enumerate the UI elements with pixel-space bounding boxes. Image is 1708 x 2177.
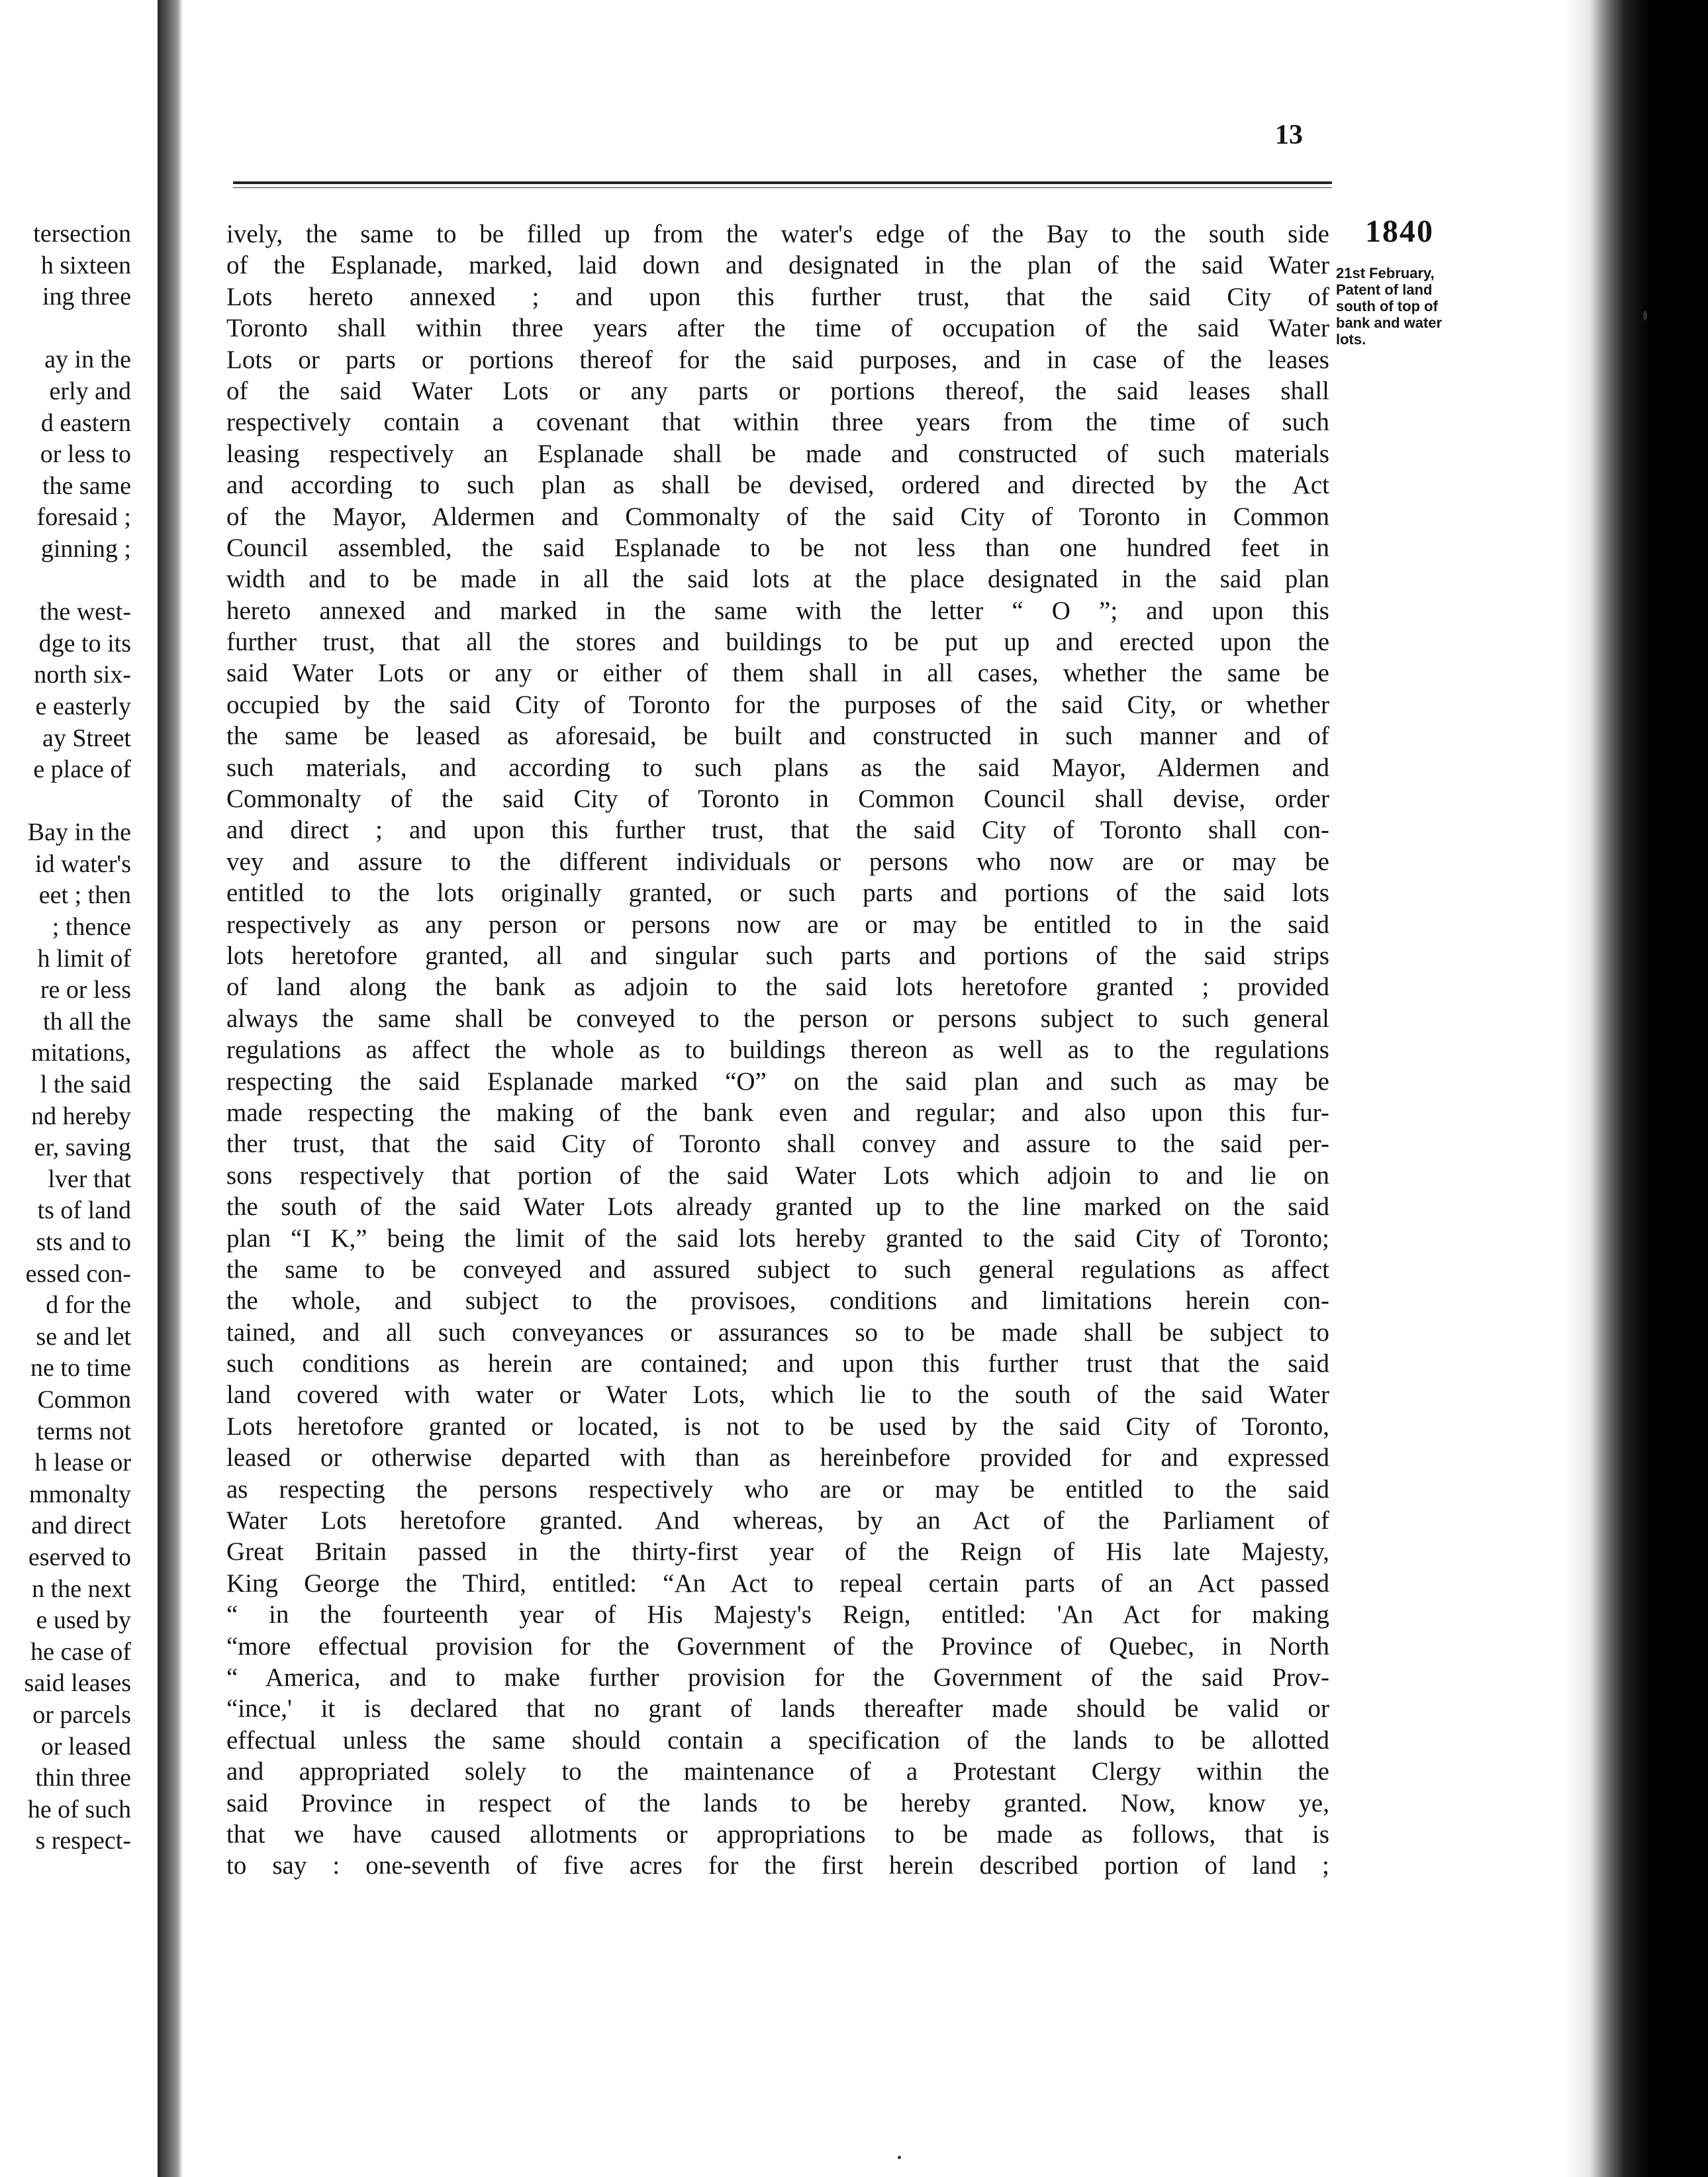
facing-page-line: terms not bbox=[36, 1417, 131, 1445]
scan-speck bbox=[1643, 311, 1647, 320]
text-line: leased or otherwise departed with than as hereinbefore provided for and expressed bbox=[226, 1443, 1329, 1473]
facing-page-line: ay Street bbox=[42, 724, 131, 752]
text-line: width and to be made in all the said lots at the place designated in the said plan bbox=[226, 565, 1329, 594]
facing-page-line: eet ; then bbox=[38, 881, 131, 910]
text-line: “ince,' it is declared that no grant of lands thereafter made should be valid or bbox=[226, 1694, 1329, 1723]
text-line: such conditions as herein are contained; and upon this further trust that the said bbox=[226, 1349, 1329, 1379]
facing-page-line: th all the bbox=[43, 1007, 131, 1036]
text-line: said Province in respect of the lands to be hereby granted. Now, know ye, bbox=[226, 1788, 1329, 1817]
text-line: land covered with water or Water Lots, which lie to the south of the said Water bbox=[226, 1380, 1329, 1410]
facing-page-line: nd hereby bbox=[31, 1102, 131, 1130]
facing-page-line: or leased bbox=[40, 1732, 131, 1761]
text-line: respecting the said Esplanade marked “O” on the said plan and such as may be bbox=[226, 1067, 1329, 1096]
text-line: of land along the bank as adjoin to the said lots heretofore granted ; provided bbox=[226, 973, 1329, 1002]
margin-note-line: bank and water bbox=[1336, 314, 1443, 331]
facing-page-line: he of such bbox=[27, 1795, 131, 1823]
text-line: the same to be conveyed and assured subject to such general regulations as affect bbox=[226, 1255, 1329, 1284]
scan-speck bbox=[898, 2156, 901, 2159]
text-line: Great Britain passed in the thirty-first year of the Reign of His late Majesty, bbox=[226, 1537, 1329, 1567]
facing-page-line bbox=[0, 313, 131, 345]
text-line: and according to such plan as shall be devised, ordered and directed by the Act bbox=[226, 471, 1329, 500]
text-line: vey and assure to the different individuals or persons who now are or may be bbox=[226, 847, 1329, 876]
facing-page-line: essed con- bbox=[25, 1259, 131, 1288]
header-rule bbox=[233, 181, 1332, 188]
facing-page-line: mitations, bbox=[31, 1039, 131, 1067]
facing-page-line: foresaid ; bbox=[36, 503, 131, 532]
text-line: Toronto shall within three years after the time of occupation of the said Water bbox=[226, 314, 1329, 343]
facing-page-line: s respect- bbox=[35, 1827, 131, 1855]
facing-page-line: re or less bbox=[40, 976, 131, 1004]
text-line: of the Esplanade, marked, laid down and designated in the plan of the said Water bbox=[226, 251, 1329, 280]
margin-note-line: lots. bbox=[1336, 331, 1366, 348]
text-line: and appropriated solely to the maintenance of a Protestant Clergy within the bbox=[226, 1757, 1329, 1786]
facing-page-line: north six- bbox=[34, 661, 131, 689]
facing-page-line: id water's bbox=[34, 849, 131, 878]
text-line: plan “I K,” being the limit of the said lots hereby granted to the said City of Toronto; bbox=[226, 1224, 1329, 1253]
facing-page-line: h lease or bbox=[34, 1449, 131, 1477]
text-line: made respecting the making of the bank even and regular; and also upon this fur- bbox=[226, 1098, 1329, 1127]
facing-page-line: the west- bbox=[39, 598, 131, 626]
text-line: leasing respectively an Esplanade shall be made and constructed of such materials bbox=[226, 439, 1329, 468]
facing-page-line: ts of land bbox=[37, 1196, 131, 1225]
facing-page-line: ay in the bbox=[44, 346, 131, 374]
facing-page-line: se and let bbox=[36, 1322, 131, 1351]
text-line: “ America, and to make further provision for the Government of the said Prov- bbox=[226, 1663, 1329, 1692]
text-line: Lots or parts or portions thereof for the said purposes, and in case of the leases bbox=[226, 345, 1329, 374]
page-number: 13 bbox=[1275, 120, 1303, 150]
text-line: of the Mayor, Aldermen and Commonalty of the said City of Toronto in Common bbox=[226, 502, 1329, 531]
text-line: Water Lots heretofore granted. And whereas, by an Act of the Parliament of bbox=[226, 1506, 1329, 1535]
text-line: the same be leased as aforesaid, be built and constructed in such manner and of bbox=[226, 722, 1329, 751]
facing-page-line: ing three bbox=[42, 283, 131, 311]
facing-page-line: thin three bbox=[35, 1764, 131, 1792]
facing-page-line: d for the bbox=[46, 1291, 131, 1320]
text-line: Commonalty of the said City of Toronto in Common Council shall devise, order bbox=[226, 785, 1329, 814]
facing-page-text bbox=[0, 218, 131, 1857]
facing-page-line: Common bbox=[37, 1385, 131, 1414]
margin-note bbox=[1336, 265, 1508, 348]
facing-page-line: h limit of bbox=[37, 944, 131, 973]
text-line: that we have caused allotments or appropriations to be made as follows, that is bbox=[226, 1819, 1329, 1849]
facing-page-line: erly and bbox=[49, 377, 131, 405]
facing-page-line: sts and to bbox=[36, 1228, 131, 1256]
text-line: Lots hereto annexed ; and upon this further trust, that the said City of bbox=[226, 282, 1329, 311]
facing-page-line: er, saving bbox=[34, 1134, 131, 1162]
facing-page-line: l the said bbox=[40, 1071, 131, 1099]
facing-page-line: mmonalty bbox=[28, 1480, 131, 1508]
text-line: tained, and all such conveyances or assurances so to be made shall be subject to bbox=[226, 1318, 1329, 1347]
facing-page-line: e place of bbox=[33, 755, 131, 784]
facing-page-line: or less to bbox=[40, 440, 131, 469]
text-line: to say : one-seventh of five acres for the first herein described portion of land ; bbox=[226, 1851, 1329, 1880]
text-line: the south of the said Water Lots already granted up to the line marked on the said bbox=[226, 1192, 1329, 1222]
facing-page-line: dge to its bbox=[38, 629, 131, 657]
text-line: hereto annexed and marked in the same with the letter “ O ”; and upon this bbox=[226, 596, 1329, 625]
text-line: the whole, and subject to the provisoes, conditions and limitations herein con- bbox=[226, 1286, 1329, 1316]
text-line: King George the Third, entitled: “An Act to repeal certain parts of an Act passed bbox=[226, 1569, 1329, 1598]
text-line: regulations as affect the whole as to buildings thereon as well as to the regulations bbox=[226, 1036, 1329, 1065]
text-line: Lots heretofore granted or located, is not to be used by the said City of Toronto, bbox=[226, 1412, 1329, 1441]
facing-page-line: said leases bbox=[24, 1669, 131, 1698]
text-line: entitled to the lots originally granted, or such parts and portions of the said lots bbox=[226, 879, 1329, 908]
facing-page-line: e easterly bbox=[35, 692, 131, 720]
facing-page-line: d eastern bbox=[40, 409, 131, 437]
facing-page-line bbox=[0, 786, 131, 818]
text-line: always the same shall be conveyed to the person or persons subject to such general bbox=[226, 1004, 1329, 1033]
text-line: ively, the same to be filled up from the water's edge of the Bay to the south side bbox=[226, 220, 1329, 248]
facing-page-line: the same bbox=[42, 471, 131, 500]
facing-page-line: lver that bbox=[48, 1165, 131, 1193]
text-line: respectively contain a covenant that within three years from the time of such bbox=[226, 408, 1329, 437]
facing-page-line bbox=[0, 565, 131, 597]
text-line: respectively as any person or persons now are or may be entitled to in the said bbox=[226, 910, 1329, 939]
facing-page-line: ; thence bbox=[52, 913, 131, 942]
text-line: “ in the fourteenth year of His Majesty's Reign, entitled: 'An Act for making bbox=[226, 1600, 1329, 1629]
facing-page-line: e used by bbox=[36, 1606, 131, 1635]
margin-year: 1840 bbox=[1365, 214, 1434, 249]
text-line: “more effectual provision for the Government of the Province of Quebec, in North bbox=[226, 1631, 1329, 1661]
facing-page-line: eserved to bbox=[28, 1543, 131, 1571]
text-line: effectual unless the same should contain a specification of the lands to be allotted bbox=[226, 1725, 1329, 1755]
facing-page-line: n the next bbox=[32, 1574, 131, 1603]
text-line: such materials, and according to such plans as the said Mayor, Aldermen and bbox=[226, 753, 1329, 782]
facing-page-line: ginning ; bbox=[40, 534, 131, 563]
margin-note-line: Patent of land bbox=[1336, 281, 1433, 298]
text-line: occupied by the said City of Toronto for the purposes of the said City, or whether bbox=[226, 690, 1329, 719]
text-line: lots heretofore granted, all and singular such parts and portions of the said strips bbox=[226, 941, 1329, 970]
text-line: as respecting the persons respectively who are or may be entitled to the said bbox=[226, 1475, 1329, 1504]
facing-page-line: or parcels bbox=[32, 1700, 131, 1729]
main-text-column bbox=[226, 218, 1329, 1882]
text-line: further trust, that all the stores and buildings to be put up and erected upon the bbox=[226, 628, 1329, 657]
margin-note-line: 21st February, bbox=[1336, 265, 1435, 281]
facing-page-line: ne to time bbox=[30, 1354, 131, 1382]
text-line: and direct ; and upon this further trust, that the said City of Toronto shall con- bbox=[226, 816, 1329, 845]
facing-page-line: h sixteen bbox=[40, 251, 131, 279]
text-line: sons respectively that portion of the said Water Lots which adjoin to and lie on bbox=[226, 1161, 1329, 1190]
scan-binding-shadow-left bbox=[158, 0, 183, 2177]
facing-page-line: and direct bbox=[31, 1512, 131, 1540]
scan-page-edge-right bbox=[1564, 0, 1708, 2177]
text-line: of the said Water Lots or any parts or portions thereof, the said leases shall bbox=[226, 376, 1329, 405]
facing-page-line: tersection bbox=[33, 220, 131, 248]
facing-page-line: he case of bbox=[30, 1637, 131, 1666]
text-line: Council assembled, the said Esplanade to be not less than one hundred feet in bbox=[226, 533, 1329, 562]
text-line: ther trust, that the said City of Toronto shall convey and assure to the said per- bbox=[226, 1130, 1329, 1159]
facing-page-line: Bay in the bbox=[27, 818, 131, 847]
text-line: said Water Lots or any or either of them shall in all cases, whether the same be bbox=[226, 659, 1329, 688]
margin-note-line: south of top of bbox=[1336, 298, 1438, 314]
